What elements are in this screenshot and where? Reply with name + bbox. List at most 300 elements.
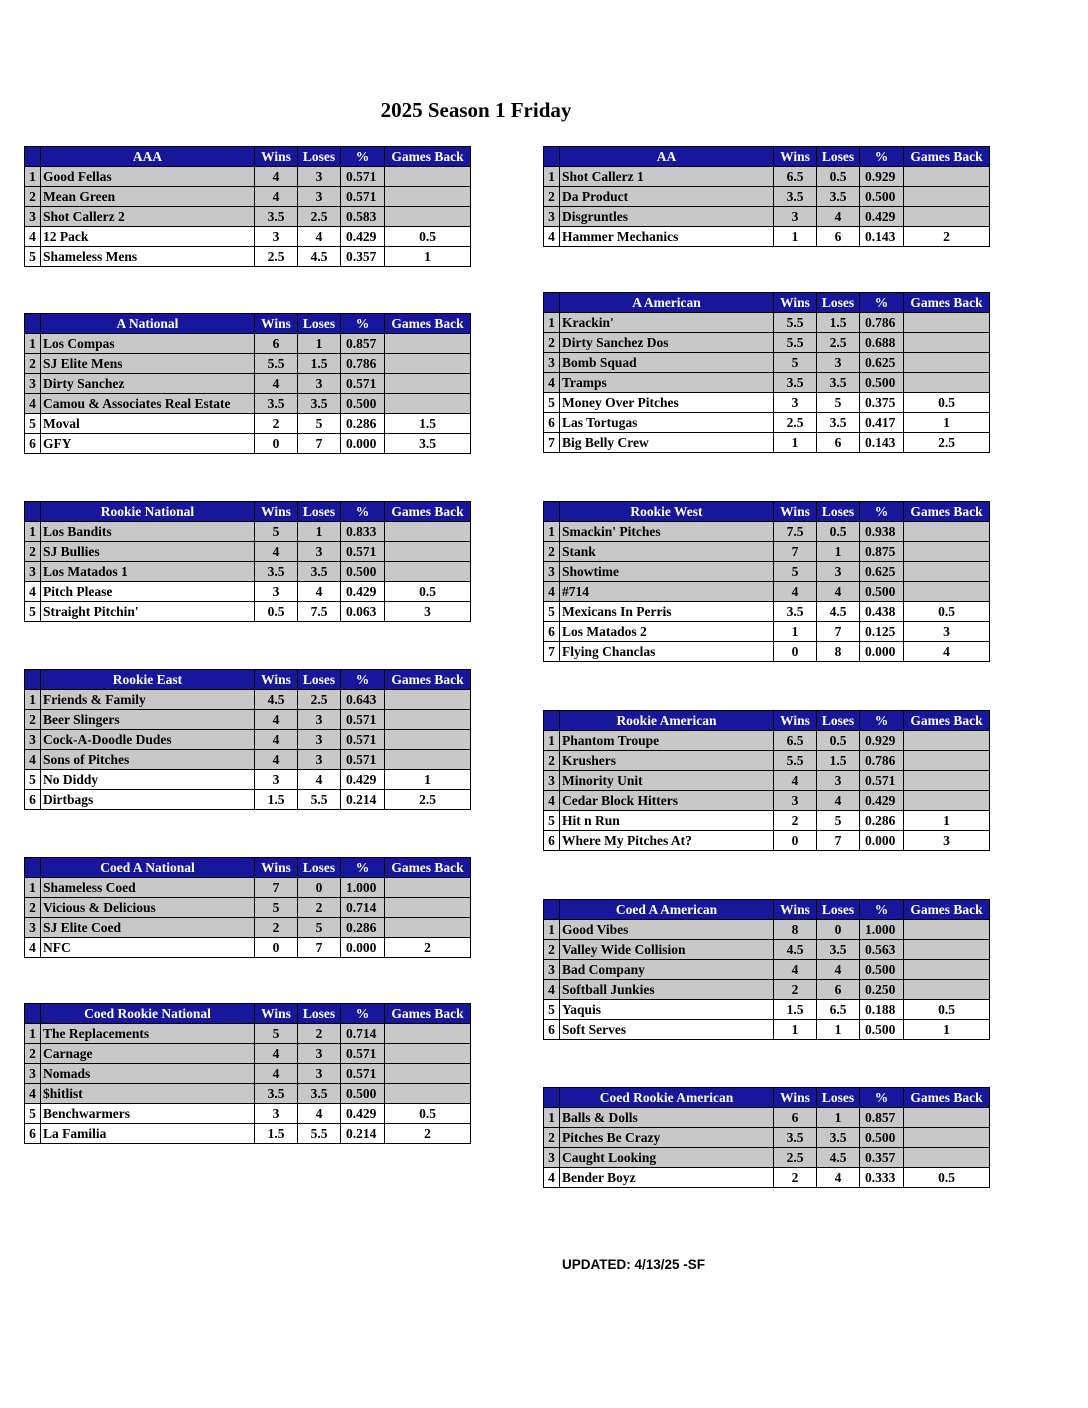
table-row — [25, 1084, 471, 1104]
wins-cell: 0 — [255, 434, 298, 454]
loses-cell: 4 — [817, 582, 860, 602]
rank-cell: 6 — [25, 1124, 41, 1144]
pct-cell: 1.000 — [860, 920, 904, 940]
rank-cell: 3 — [544, 562, 560, 582]
games-back-cell — [904, 771, 990, 791]
table-row — [544, 373, 990, 393]
table-row — [544, 1148, 990, 1168]
team-name: Pitch Please — [41, 582, 255, 602]
wins-cell: 4 — [255, 374, 298, 394]
pct-header: % — [860, 711, 904, 731]
pct-cell: 0.000 — [341, 938, 385, 958]
rank-cell: 6 — [544, 1020, 560, 1040]
loses-cell: 3 — [298, 710, 341, 730]
wins-cell: 3 — [255, 227, 298, 247]
rank-header — [25, 858, 41, 878]
rank-header — [25, 147, 41, 167]
games-back-cell — [904, 187, 990, 207]
pct-header: % — [860, 502, 904, 522]
rank-cell: 6 — [25, 790, 41, 810]
wins-cell: 1 — [774, 227, 817, 247]
loses-cell: 3.5 — [817, 413, 860, 433]
rank-cell: 4 — [25, 227, 41, 247]
loses-cell: 3 — [298, 167, 341, 187]
table-row — [544, 1168, 990, 1188]
pct-cell: 0.929 — [860, 731, 904, 751]
division-name: Rookie East — [41, 670, 255, 690]
wins-cell: 4.5 — [255, 690, 298, 710]
wins-cell: 8 — [774, 920, 817, 940]
pct-cell: 0.929 — [860, 167, 904, 187]
rank-cell: 6 — [544, 413, 560, 433]
rank-cell: 5 — [544, 393, 560, 413]
table-row — [25, 207, 471, 227]
table-row — [25, 770, 471, 790]
pct-header: % — [860, 1088, 904, 1108]
table-row — [544, 353, 990, 373]
loses-header: Loses — [298, 858, 341, 878]
loses-cell: 6 — [817, 227, 860, 247]
pct-cell: 0.625 — [860, 562, 904, 582]
loses-cell: 0.5 — [817, 731, 860, 751]
wins-cell: 1 — [774, 433, 817, 453]
loses-cell: 7 — [817, 622, 860, 642]
pct-cell: 0.500 — [860, 1020, 904, 1040]
rank-cell: 1 — [25, 334, 41, 354]
team-name: Nomads — [41, 1064, 255, 1084]
wins-cell: 6 — [255, 334, 298, 354]
loses-cell: 4 — [817, 791, 860, 811]
team-name: The Replacements — [41, 1024, 255, 1044]
wins-cell: 3.5 — [255, 394, 298, 414]
games-back-cell: 2 — [904, 227, 990, 247]
wins-cell: 1.5 — [255, 790, 298, 810]
wins-cell: 0 — [774, 831, 817, 851]
wins-cell: 5 — [774, 562, 817, 582]
division-name: Coed A American — [560, 900, 774, 920]
team-name: Dirtbags — [41, 790, 255, 810]
division-name: Rookie National — [41, 502, 255, 522]
games-back-cell — [385, 750, 471, 770]
header-row — [544, 293, 990, 313]
loses-cell: 3.5 — [298, 1084, 341, 1104]
loses-cell: 1 — [817, 542, 860, 562]
games-back-cell — [904, 313, 990, 333]
pct-cell: 0.500 — [860, 187, 904, 207]
table-row — [544, 1108, 990, 1128]
team-name: Vicious & Delicious — [41, 898, 255, 918]
loses-cell: 3 — [298, 750, 341, 770]
table-row — [544, 771, 990, 791]
pct-cell: 0.375 — [860, 393, 904, 413]
page-title: 2025 Season 1 Friday — [380, 98, 572, 122]
table-row — [544, 582, 990, 602]
standings-table-rookie-west — [543, 501, 990, 662]
standings-table-a-american — [543, 292, 990, 453]
games-back-cell — [904, 207, 990, 227]
table-row — [544, 940, 990, 960]
loses-header: Loses — [817, 502, 860, 522]
rank-header — [544, 293, 560, 313]
table-row — [25, 414, 471, 434]
standings-table-coed-a-national — [24, 857, 471, 958]
rank-cell: 4 — [544, 980, 560, 1000]
team-name: $hitlist — [41, 1084, 255, 1104]
rank-cell: 4 — [544, 1168, 560, 1188]
rank-cell: 3 — [25, 207, 41, 227]
games-back-header: Games Back — [385, 1004, 471, 1024]
table-row — [25, 1104, 471, 1124]
table-row — [25, 187, 471, 207]
games-back-cell: 0.5 — [904, 393, 990, 413]
games-back-cell — [904, 980, 990, 1000]
wins-cell: 4 — [255, 1064, 298, 1084]
standings-table-rookie-national — [24, 501, 471, 622]
rank-cell: 3 — [544, 207, 560, 227]
team-name: Hammer Mechanics — [560, 227, 774, 247]
loses-header: Loses — [817, 711, 860, 731]
table-row — [544, 731, 990, 751]
loses-cell: 1 — [817, 1108, 860, 1128]
wins-header: Wins — [774, 293, 817, 313]
table-row — [25, 374, 471, 394]
loses-cell: 4.5 — [298, 247, 341, 267]
pct-cell: 0.357 — [341, 247, 385, 267]
header-row — [25, 147, 471, 167]
wins-cell: 0 — [774, 642, 817, 662]
rank-cell: 6 — [544, 831, 560, 851]
pct-cell: 0.429 — [860, 207, 904, 227]
team-name: NFC — [41, 938, 255, 958]
games-back-cell — [385, 1084, 471, 1104]
pct-cell: 0.571 — [341, 167, 385, 187]
rank-header — [544, 1088, 560, 1108]
rank-cell: 4 — [25, 1084, 41, 1104]
team-name: Straight Pitchin' — [41, 602, 255, 622]
table-row — [25, 1064, 471, 1084]
pct-cell: 0.857 — [341, 334, 385, 354]
rank-cell: 3 — [544, 1148, 560, 1168]
pct-cell: 1.000 — [341, 878, 385, 898]
wins-header: Wins — [774, 900, 817, 920]
pct-cell: 0.214 — [341, 790, 385, 810]
table-row — [25, 898, 471, 918]
rank-cell: 2 — [544, 1128, 560, 1148]
pct-cell: 0.429 — [860, 791, 904, 811]
team-name: Cock-A-Doodle Dudes — [41, 730, 255, 750]
division-name: A National — [41, 314, 255, 334]
games-back-cell: 1 — [904, 413, 990, 433]
pct-header: % — [860, 900, 904, 920]
table-row — [544, 522, 990, 542]
division-name: Coed Rookie American — [560, 1088, 774, 1108]
rank-cell: 5 — [25, 770, 41, 790]
games-back-cell — [904, 1148, 990, 1168]
games-back-cell — [904, 373, 990, 393]
wins-cell: 3 — [255, 770, 298, 790]
rank-cell: 1 — [544, 522, 560, 542]
pct-cell: 0.714 — [341, 898, 385, 918]
header-row — [544, 502, 990, 522]
games-back-cell: 2.5 — [385, 790, 471, 810]
team-name: Minority Unit — [560, 771, 774, 791]
rank-header — [544, 147, 560, 167]
wins-cell: 3 — [255, 1104, 298, 1124]
loses-cell: 5 — [817, 393, 860, 413]
pct-cell: 0.571 — [341, 1064, 385, 1084]
games-back-cell: 2 — [385, 1124, 471, 1144]
standings-table-aa — [543, 146, 990, 247]
rank-cell: 4 — [544, 227, 560, 247]
standings-table-coed-rookie-national — [24, 1003, 471, 1144]
table-row — [544, 167, 990, 187]
rank-cell: 5 — [544, 602, 560, 622]
team-name: Los Bandits — [41, 522, 255, 542]
rank-cell: 5 — [25, 1104, 41, 1124]
rank-cell: 1 — [544, 731, 560, 751]
wins-cell: 3.5 — [255, 1084, 298, 1104]
loses-cell: 3 — [298, 542, 341, 562]
rank-cell: 2 — [544, 542, 560, 562]
loses-header: Loses — [817, 147, 860, 167]
loses-cell: 3.5 — [817, 1128, 860, 1148]
team-name: Mean Green — [41, 187, 255, 207]
loses-cell: 3 — [298, 730, 341, 750]
games-back-cell — [904, 960, 990, 980]
games-back-header: Games Back — [385, 147, 471, 167]
loses-cell: 7.5 — [298, 602, 341, 622]
rank-cell: 5 — [544, 811, 560, 831]
pct-cell: 0.688 — [860, 333, 904, 353]
table-row — [25, 918, 471, 938]
games-back-cell — [904, 1108, 990, 1128]
wins-cell: 4 — [255, 710, 298, 730]
wins-header: Wins — [774, 711, 817, 731]
rank-cell: 1 — [25, 167, 41, 187]
games-back-cell: 0.5 — [385, 582, 471, 602]
loses-cell: 0.5 — [817, 167, 860, 187]
team-name: Bad Company — [560, 960, 774, 980]
table-row — [544, 393, 990, 413]
wins-cell: 3.5 — [774, 1128, 817, 1148]
rank-cell: 3 — [25, 562, 41, 582]
pct-cell: 0.333 — [860, 1168, 904, 1188]
loses-cell: 5 — [298, 918, 341, 938]
standings-table-aaa — [24, 146, 471, 267]
wins-cell: 3.5 — [774, 373, 817, 393]
loses-cell: 5.5 — [298, 1124, 341, 1144]
rank-cell: 5 — [25, 602, 41, 622]
division-name: AAA — [41, 147, 255, 167]
team-name: GFY — [41, 434, 255, 454]
rank-cell: 3 — [25, 730, 41, 750]
table-row — [544, 413, 990, 433]
games-back-cell — [385, 898, 471, 918]
games-back-cell — [385, 562, 471, 582]
header-row — [544, 147, 990, 167]
table-row — [544, 542, 990, 562]
pct-cell: 0.571 — [341, 542, 385, 562]
games-back-cell — [904, 1128, 990, 1148]
games-back-cell — [385, 394, 471, 414]
standings-table-coed-rookie-american — [543, 1087, 990, 1188]
team-name: Bomb Squad — [560, 353, 774, 373]
games-back-cell: 1.5 — [385, 414, 471, 434]
table-row — [25, 790, 471, 810]
standings-table-a-national — [24, 313, 471, 454]
rank-cell: 2 — [25, 898, 41, 918]
games-back-cell: 1 — [385, 247, 471, 267]
loses-cell: 4 — [298, 582, 341, 602]
loses-cell: 2.5 — [298, 207, 341, 227]
team-name: Sons of Pitches — [41, 750, 255, 770]
rank-cell: 4 — [25, 394, 41, 414]
loses-header: Loses — [298, 670, 341, 690]
games-back-cell — [385, 1024, 471, 1044]
team-name: Where My Pitches At? — [560, 831, 774, 851]
header-row — [25, 1004, 471, 1024]
wins-cell: 1 — [774, 622, 817, 642]
rank-cell: 4 — [544, 791, 560, 811]
updated-note: UPDATED: 4/13/25 -SF — [562, 1257, 706, 1272]
team-name: Dirty Sanchez Dos — [560, 333, 774, 353]
pct-cell: 0.857 — [860, 1108, 904, 1128]
games-back-cell — [385, 1044, 471, 1064]
team-name: Tramps — [560, 373, 774, 393]
loses-header: Loses — [298, 502, 341, 522]
loses-cell: 4 — [817, 960, 860, 980]
games-back-cell: 2 — [385, 938, 471, 958]
rank-cell: 3 — [25, 918, 41, 938]
wins-cell: 4 — [255, 730, 298, 750]
team-name: Good Vibes — [560, 920, 774, 940]
team-name: Bender Boyz — [560, 1168, 774, 1188]
loses-cell: 1.5 — [817, 313, 860, 333]
table-row — [25, 434, 471, 454]
pct-cell: 0.833 — [341, 522, 385, 542]
rank-header — [544, 900, 560, 920]
wins-cell: 2.5 — [255, 247, 298, 267]
games-back-cell — [904, 920, 990, 940]
table-row — [25, 1044, 471, 1064]
team-name: Benchwarmers — [41, 1104, 255, 1124]
rank-header — [25, 314, 41, 334]
loses-cell: 1 — [817, 1020, 860, 1040]
games-back-cell — [385, 878, 471, 898]
pct-cell: 0.563 — [860, 940, 904, 960]
team-name: Pitches Be Crazy — [560, 1128, 774, 1148]
loses-cell: 2 — [298, 1024, 341, 1044]
pct-cell: 0.571 — [341, 730, 385, 750]
loses-cell: 3.5 — [298, 394, 341, 414]
pct-cell: 0.786 — [860, 313, 904, 333]
pct-cell: 0.500 — [341, 562, 385, 582]
pct-header: % — [341, 147, 385, 167]
games-back-cell — [385, 730, 471, 750]
team-name: Moval — [41, 414, 255, 434]
games-back-cell — [904, 353, 990, 373]
wins-cell: 3.5 — [774, 602, 817, 622]
table-row — [25, 938, 471, 958]
header-row — [25, 858, 471, 878]
pct-cell: 0.500 — [860, 582, 904, 602]
pct-header: % — [341, 502, 385, 522]
loses-cell: 1.5 — [298, 354, 341, 374]
table-row — [25, 878, 471, 898]
pct-cell: 0.286 — [860, 811, 904, 831]
table-row — [25, 542, 471, 562]
team-name: SJ Elite Coed — [41, 918, 255, 938]
wins-cell: 4 — [774, 960, 817, 980]
team-name: Beer Slingers — [41, 710, 255, 730]
loses-cell: 6 — [817, 433, 860, 453]
wins-cell: 6.5 — [774, 167, 817, 187]
games-back-cell — [385, 374, 471, 394]
pct-cell: 0.429 — [341, 582, 385, 602]
table-row — [544, 1000, 990, 1020]
pct-cell: 0.643 — [341, 690, 385, 710]
wins-cell: 7.5 — [774, 522, 817, 542]
games-back-cell: 1 — [904, 1020, 990, 1040]
loses-cell: 7 — [298, 434, 341, 454]
loses-cell: 1.5 — [817, 751, 860, 771]
rank-cell: 1 — [25, 522, 41, 542]
loses-cell: 4 — [298, 1104, 341, 1124]
table-row — [544, 313, 990, 333]
games-back-header: Games Back — [904, 711, 990, 731]
wins-cell: 1.5 — [774, 1000, 817, 1020]
loses-cell: 1 — [298, 522, 341, 542]
games-back-cell — [385, 918, 471, 938]
loses-cell: 5.5 — [298, 790, 341, 810]
pct-cell: 0.250 — [860, 980, 904, 1000]
loses-cell: 4.5 — [817, 602, 860, 622]
loses-cell: 3.5 — [817, 373, 860, 393]
games-back-cell — [385, 710, 471, 730]
team-name: Camou & Associates Real Estate — [41, 394, 255, 414]
wins-header: Wins — [774, 502, 817, 522]
loses-cell: 8 — [817, 642, 860, 662]
pct-cell: 0.500 — [860, 373, 904, 393]
loses-cell: 6.5 — [817, 1000, 860, 1020]
pct-header: % — [341, 314, 385, 334]
team-name: Shot Callerz 1 — [560, 167, 774, 187]
loses-cell: 7 — [817, 831, 860, 851]
rank-cell: 3 — [544, 353, 560, 373]
pct-cell: 0.143 — [860, 433, 904, 453]
loses-cell: 4 — [298, 770, 341, 790]
pct-cell: 0.000 — [341, 434, 385, 454]
team-name: Soft Serves — [560, 1020, 774, 1040]
table-row — [544, 980, 990, 1000]
pct-header: % — [341, 858, 385, 878]
loses-cell: 2.5 — [817, 333, 860, 353]
header-row — [544, 711, 990, 731]
table-row — [25, 1024, 471, 1044]
rank-cell: 2 — [25, 542, 41, 562]
pct-cell: 0.571 — [341, 187, 385, 207]
games-back-cell: 3 — [904, 622, 990, 642]
wins-cell: 7 — [255, 878, 298, 898]
loses-cell: 6 — [817, 980, 860, 1000]
wins-cell: 3 — [774, 791, 817, 811]
games-back-cell — [904, 522, 990, 542]
games-back-cell: 0.5 — [904, 602, 990, 622]
rank-cell: 2 — [25, 354, 41, 374]
wins-cell: 3 — [774, 393, 817, 413]
rank-cell: 1 — [544, 167, 560, 187]
division-name: AA — [560, 147, 774, 167]
